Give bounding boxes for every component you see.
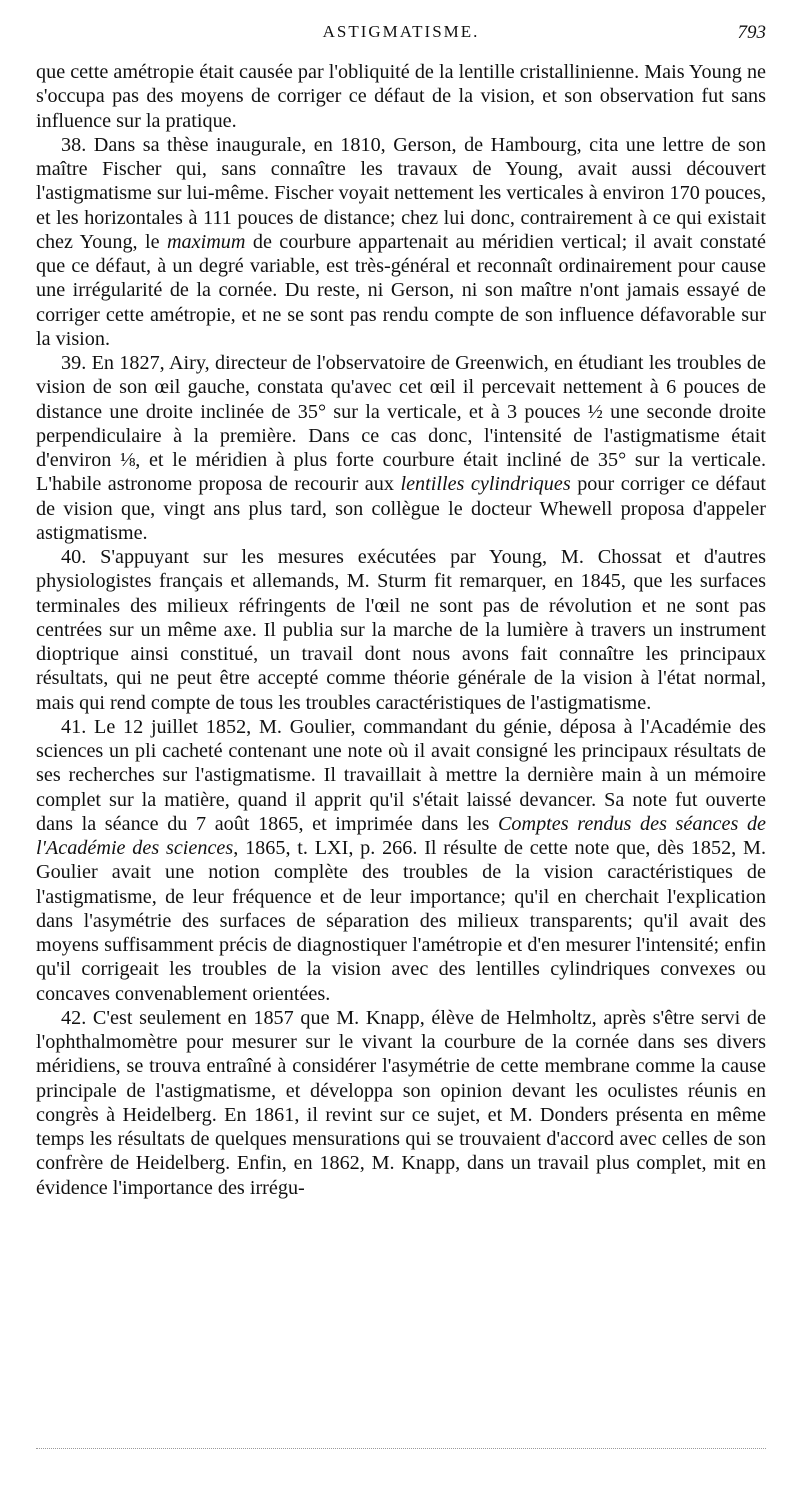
paragraph-number: 38. (61, 133, 87, 156)
paragraph (36, 60, 766, 133)
italic-text: Comptes rendus des séances de l'Académie des sciences (36, 812, 766, 859)
paragraph (36, 715, 766, 1006)
paragraph (36, 545, 766, 715)
page-number: 793 (737, 22, 766, 43)
paragraph-number: 42. (61, 1006, 87, 1029)
paragraph-number: 39. (61, 352, 87, 374)
text-run: Dans sa thèse inaugurale, en 1810, Gerson, de Hambourg, cita une lettre de son maître Fischer qui, sans connaître les travaux de Young, avait aussi découvert l'astigmatisme sur lui-même. Fischer voyait nettement les verticales à environ 170 pouces, et les horizontales à 111 pouces de distance; chez lui donc, contrairement à ce qui existait chez Young, le (36, 133, 766, 253)
text-run: Le 12 juillet 1852, M. Goulier, commandant du génie, déposa à l'Académie des sciences un pli cacheté contenant une note où il avait consigné les principaux résultats de ses recherches sur l'astigmatisme. Il travaillait à mettre la dernière main à un mémoire complet sur la matière, quand il apprit qu'il s'était laissé devancer. Sa note fut ouverte dans la séance du 7 août 1865, et imprimée dans les (36, 715, 767, 835)
paragraph-number: 40. (61, 546, 87, 568)
text-run: que cette amétropie était causée par l'obliquité de la lentille cristallinienne. Mais Young ne s'occupa pas des moyens de corriger ce défaut de la vision, et son observation fut sans influence sur la pratique. (36, 61, 766, 132)
text-run: , 1865, t. LXI, p. 266. Il résulte de cette note que, dès 1852, M. Goulier avait une notion complète des troubles de la vision caractéristiques de l'astigmatisme, de leur fréquence et de leur importance; qu'il en cherchait l'explication dans l'asymétrie des surfaces de séparation des milieux transparents; qu'il avait des moyens suffisamment précis de diagnostiquer l'amétropie et d'en mesurer l'intensité; enfin qu'il corrigeait les troubles de la vision avec des lentilles cylindriques convexes ou concaves convenablement orientées. (36, 837, 766, 1005)
paragraph (36, 1006, 766, 1200)
italic-text: lentilles cylindriques (400, 473, 571, 496)
page-header (36, 22, 766, 54)
text-run: En 1827, Airy, directeur de l'observatoire de Greenwich, en étudiant les troubles de vision de son œil gauche, constata qu'avec cet œil il percevait nettement à 6 pouces de distance une droite inclinée de 35° sur la verticale, et à 3 pouces ½ une seconde droite perpendiculaire à la première. Dans ce cas donc, l'intensité de l'astigmatisme était d'environ ⅛, et le méridien à plus forte courbure était incliné de 35° sur la verticale. L'habile astronome proposa de recourir aux (36, 352, 766, 496)
text-run: S'appuyant sur les mesures exécutées par Young, M. Chossat et d'autres physiologistes français et allemands, M. Sturm fit remarquer, en 1845, que les surfaces terminales des milieux réfringents de l'œil ne sont pas de révolution et ne sont pas centrées sur un même axe. Il publia sur la marche de la lumière à travers un instrument dioptrique ainsi constitué, un travail dont nous avons fait connaître les principaux résultats, qui ne peut être accepté comme théorie générale de la vision à l'état normal, mais qui rend compte de tous les troubles caractéristiques de l'astigmatisme. (36, 546, 766, 714)
paragraph-number: 41. (61, 715, 87, 738)
paragraph (36, 133, 766, 351)
body-text (36, 60, 766, 1200)
italic-text: maximum (166, 230, 246, 253)
running-title: ASTIGMATISME. (322, 22, 480, 41)
paragraph (36, 351, 766, 545)
text-run: pour corriger ce défaut de vision que, vingt ans plus tard, son collègue le docteur Whewell proposa d'appeler astigmatisme. (36, 473, 767, 544)
footer-rule (36, 1448, 766, 1449)
text-run: C'est seulement en 1857 que M. Knapp, élève de Helmholtz, après s'être servi de l'ophthalmomètre pour mesurer sur le vivant la courbure de la cornée dans ses divers méridiens, se trouva entraîné à considérer l'asymétrie de cette membrane comme la cause principale de l'astigmatisme, et développa son opinion devant les oculistes réunis en congrès à Heidelberg. En 1861, il revint sur ce sujet, et M. Donders présenta en même temps les résultats de quelques mensurations qui se trouvaient d'accord avec celles de son confrère de Heidelberg. Enfin, en 1862, M. Knapp, dans un travail plus complet, mit en évidence l'importance des irrégu- (36, 1006, 766, 1199)
text-run: de courbure appartenait au méridien vertical; il avait constaté que ce défaut, à un degré variable, est très-général et reconnaît ordinairement pour cause une irrégularité de la cornée. Du reste, ni Gerson, ni son maître n'ont jamais essayé de corriger cette amétropie, et ne se sont pas rendu compte de son influence défavorable sur la vision. (36, 230, 766, 350)
